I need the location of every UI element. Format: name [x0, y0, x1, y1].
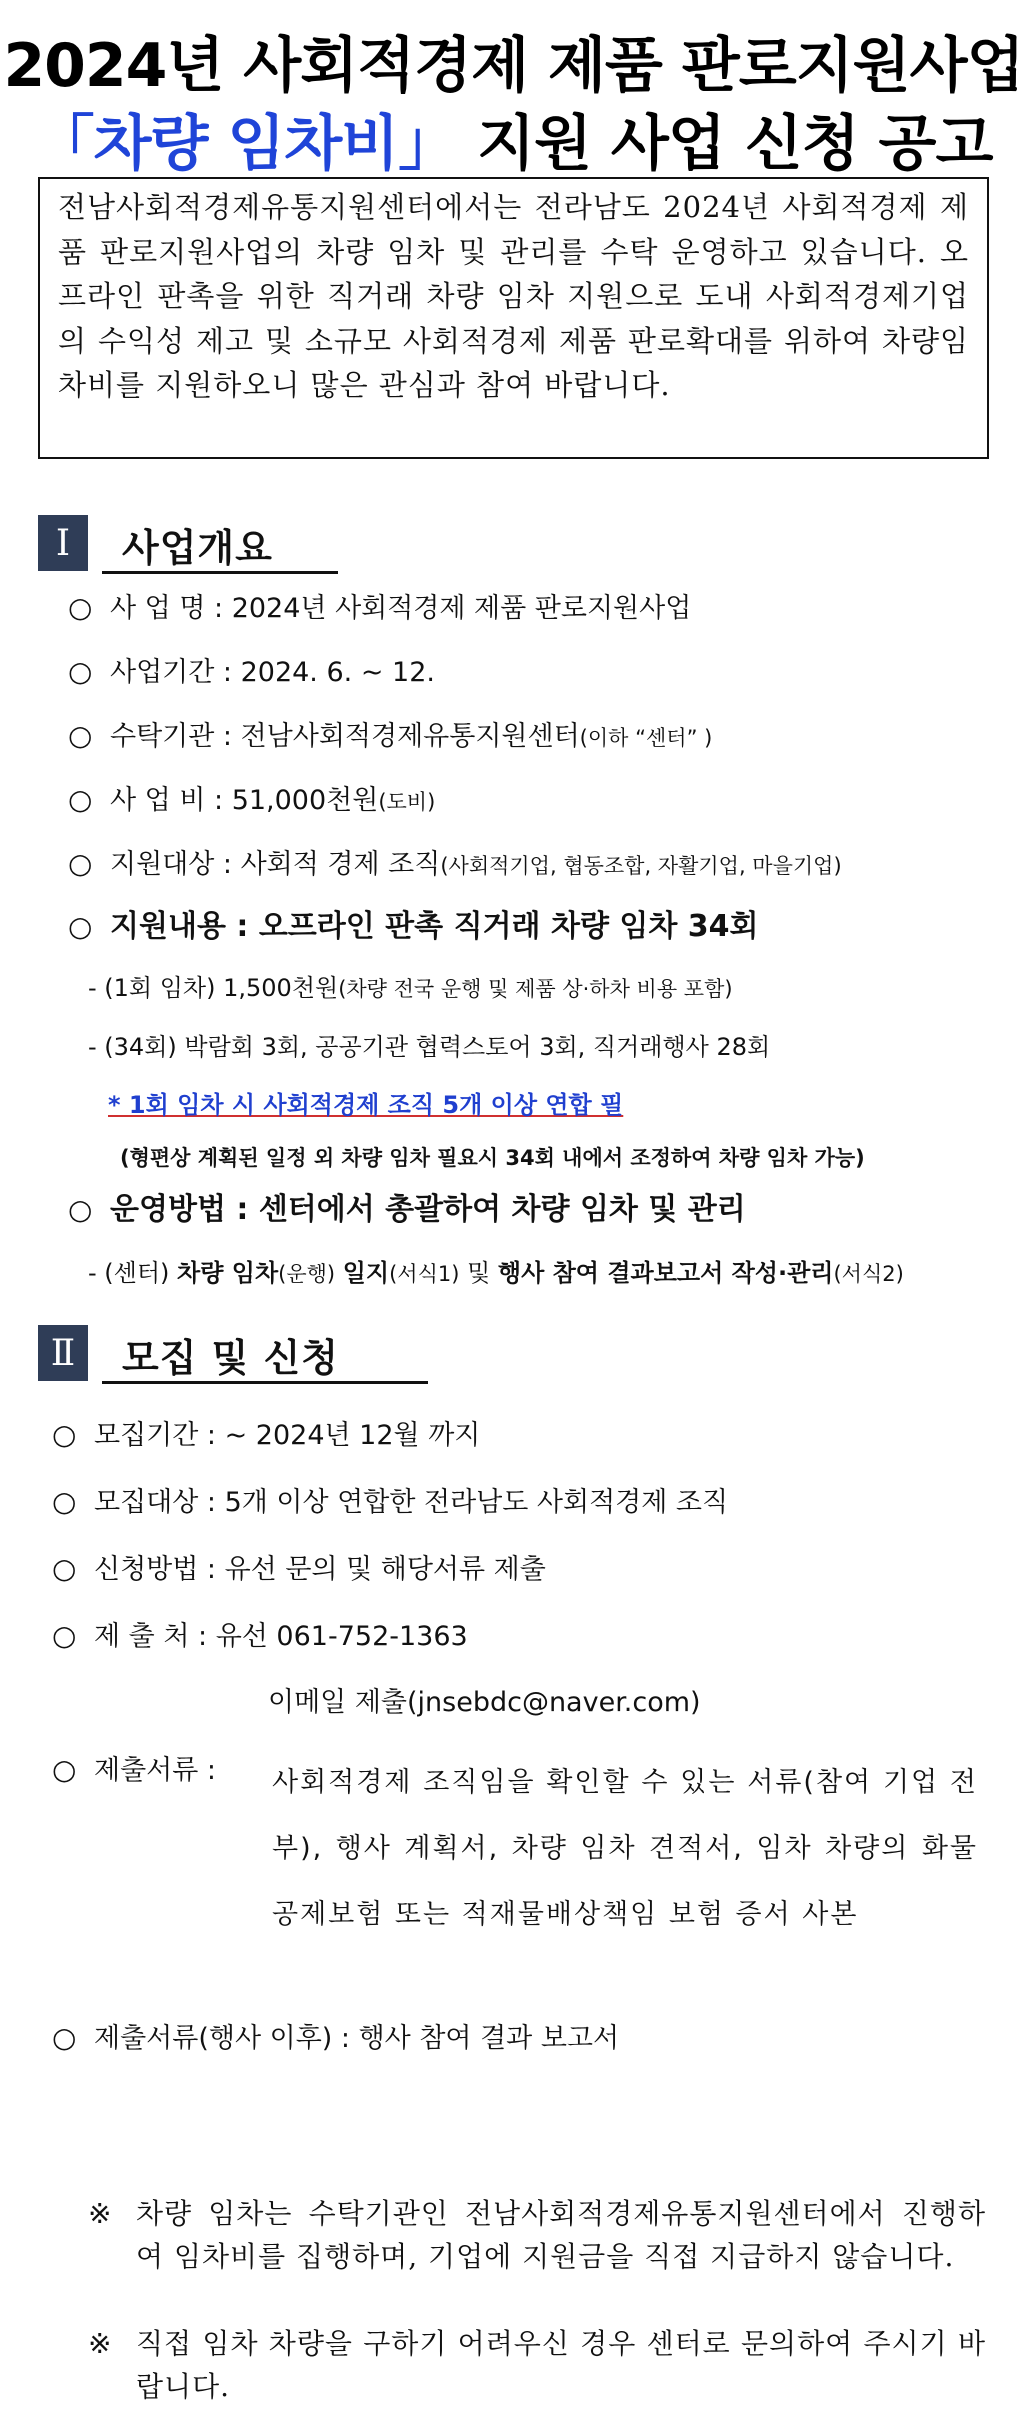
blue-note-text: * 1회 임차 시 사회적경제 조직 5개 이상 연합 필 [108, 1091, 624, 1119]
sub-value: 1,500천원 [223, 974, 339, 1002]
sub-bold: 일지 [342, 1259, 390, 1287]
item-label: 제출서류(행사 이후) [94, 2023, 333, 2054]
bullet-icon: ○ [68, 783, 93, 816]
item-label: 지원대상 [110, 849, 215, 880]
item-submit-email: 이메일 제출(jnsebdc@naver.com) [268, 1687, 701, 1718]
section-1-badge: Ⅰ [38, 515, 88, 571]
item-note: (사회적기업, 협동조합, 자활기업, 마을기업) [440, 854, 842, 878]
item-value: 사회적 경제 조직 [240, 849, 441, 880]
item-project-name: ○ 사 업 명 : 2024년 사회적경제 제품 판로지원사업 [68, 588, 691, 629]
item-label: 사 업 비 [110, 785, 206, 816]
item-value: ~ 2024년 12월 까지 [224, 1420, 481, 1451]
item-operation-method: ○ 운영방법 : 센터에서 총괄하여 차량 임차 및 관리 [68, 1190, 746, 1230]
sub-item-34-rentals [88, 1027, 770, 1067]
item-value: 센터에서 총괄하여 차량 임차 및 관리 [258, 1192, 746, 1227]
section-2-underline [102, 1381, 428, 1384]
item-label: 사 업 명 [110, 593, 206, 624]
item-budget: ○ 사 업 비 : 51,000천원(도비) [68, 780, 435, 822]
sub-bold: 행사 참여 결과보고서 작성·관리 [497, 1259, 834, 1287]
sub-text: 및 [459, 1259, 498, 1287]
item-value: 2024년 사회적경제 제품 판로지원사업 [231, 593, 692, 624]
sub-note: (차량 전국 운행 및 제품 상·하차 비용 포함) [338, 977, 733, 1001]
item-value: 유선 061-752-1363 [215, 1621, 468, 1652]
item-value: 5개 이상 연합한 전라남도 사회적경제 조직 [224, 1487, 729, 1518]
item-docs-after: ○ 제출서류(행사 이후) : 행사 참여 결과 보고서 [52, 2018, 619, 2059]
title-rest: 지원 사업 신청 공고 [457, 109, 993, 179]
section-2-title: 모집 및 신청 [122, 1336, 339, 1380]
bullet-icon: ○ [68, 847, 93, 880]
bullet-icon: ○ [52, 1418, 77, 1451]
section-1-title: 사업개요 [122, 526, 273, 570]
bullet-icon: ○ [52, 1753, 77, 1786]
item-docs-label: ○ 제출서류 : [52, 1750, 216, 1791]
note-2 [88, 2322, 986, 2412]
item-value: 2024. 6. ~ 12. [240, 657, 435, 688]
item-note: (도비) [378, 790, 436, 814]
sub-small: (서식2) [833, 1262, 904, 1286]
item-value: 51,000천원 [231, 785, 379, 816]
item-value: 전남사회적경제유통지원센터 [240, 721, 580, 752]
sub-prefix: - (1회 임차) [88, 974, 216, 1002]
section-2-header [38, 1325, 438, 1381]
item-value: 유선 문의 및 해당서류 제출 [224, 1554, 546, 1585]
item-label: 운영방법 [110, 1192, 226, 1227]
bullet-icon: ○ [68, 655, 93, 688]
item-label: 모집기간 [94, 1420, 199, 1451]
item-project-period: ○ 사업기간 : 2024. 6. ~ 12. [68, 652, 435, 693]
intro-box: 전남사회적경제유통지원센터에서는 전라남도 2024년 사회적경제 제품 판로지원사업의 차량 임차 및 관리를 수탁 운영하고 있습니다. 오프라인 판촉을 위한 직거래 차량 임차 지원으로 도내 사회적경제기업의 수익성 제고 및 소규모 사회적경제 제품 판로확대를 위하여 차량임차비를 지원하오니 많은 관심과 참여 바랍니다. [38, 177, 989, 459]
page-title: 2024년 사회적경제 제품 판로지원사업 [3, 31, 1024, 101]
sub-small: (운행) [278, 1262, 336, 1286]
reference-mark-icon: ※ [88, 2197, 112, 2230]
bullet-icon: ○ [52, 1485, 77, 1518]
bullet-icon: ○ [52, 2021, 77, 2054]
item-label: 지원내용 [110, 909, 226, 944]
bullet-icon: ○ [68, 591, 93, 624]
item-value: 오프라인 판촉 직거래 차량 임차 34회 [258, 909, 759, 944]
section-2-badge: Ⅱ [38, 1325, 88, 1381]
bullet-icon: ○ [52, 1619, 77, 1652]
sub-bold: 차량 임차 [177, 1259, 279, 1287]
item-support-content: ○ 지원내용 : 오프라인 판촉 직거래 차량 임차 34회 [68, 907, 759, 947]
item-label: 제 출 처 [94, 1621, 190, 1652]
paren-note: (형편상 계획된 일정 외 차량 임차 필요시 34회 내에서 조정하여 차량 임차 가능) [120, 1146, 865, 1170]
sub-item-center [88, 1253, 904, 1294]
item-agency: ○ 수탁기관 : 전남사회적경제유통지원센터(이하 “센터” ) [68, 716, 712, 758]
item-label: 사업기간 [110, 657, 215, 688]
bullet-icon: ○ [52, 1552, 77, 1585]
item-label: 제출서류 [94, 1755, 199, 1786]
section-1-header [38, 515, 358, 571]
reference-mark-icon: ※ [88, 2327, 112, 2360]
section-1-underline [102, 571, 338, 574]
item-label: 모집대상 [94, 1487, 199, 1518]
note-1 [88, 2192, 986, 2322]
bullet-icon: ○ [68, 719, 93, 752]
sub-prefix: - (센터) [88, 1259, 170, 1287]
item-apply-method: ○ 신청방법 : 유선 문의 및 해당서류 제출 [52, 1549, 546, 1590]
item-label: 신청방법 [94, 1554, 199, 1585]
blue-note [108, 1085, 623, 1125]
bullet-icon: ○ [68, 910, 93, 943]
sub-small: (서식1) [389, 1262, 460, 1286]
sub-value: 박람회 3회, 공공기관 협력스토어 3회, 직거래행사 28회 [184, 1033, 771, 1061]
title-accent: 「차량 임차비」 [34, 109, 458, 179]
item-docs-value: 사회적경제 조직임을 확인할 수 있는 서류(참여 기업 전부), 행사 계획서, 차량 임차 견적서, 임차 차량의 화물공제보험 또는 적재물배상책임 보험 증서 사본 [272, 1767, 978, 1930]
item-value: 행사 참여 결과 보고서 [358, 2023, 620, 2054]
item-submit-to: ○ 제 출 처 : 유선 061-752-1363 [52, 1616, 468, 1657]
page-subtitle [0, 96, 1027, 182]
sub-item-one-rental [88, 968, 733, 1009]
item-recruit-period: ○ 모집기간 : ~ 2024년 12월 까지 [52, 1415, 480, 1456]
item-recruit-target: ○ 모집대상 : 5개 이상 연합한 전라남도 사회적경제 조직 [52, 1482, 728, 1523]
item-target: ○ 지원대상 : 사회적 경제 조직(사회적기업, 협동조합, 자활기업, 마을기업) [68, 844, 842, 886]
sub-prefix: - (34회) [88, 1033, 177, 1061]
item-note: (이하 “센터” ) [579, 726, 713, 750]
note-1-text: 차량 임차는 수탁기관인 전남사회적경제유통지원센터에서 진행하여 임차비를 집행하며, 기업에 지원금을 직접 지급하지 않습니다. [136, 2197, 986, 2273]
bullet-icon: ○ [68, 1193, 93, 1226]
note-2-text: 직접 임차 차량을 구하기 어려우신 경우 센터로 문의하여 주시기 바랍니다. [136, 2327, 986, 2403]
item-label: 수탁기관 [110, 721, 215, 752]
